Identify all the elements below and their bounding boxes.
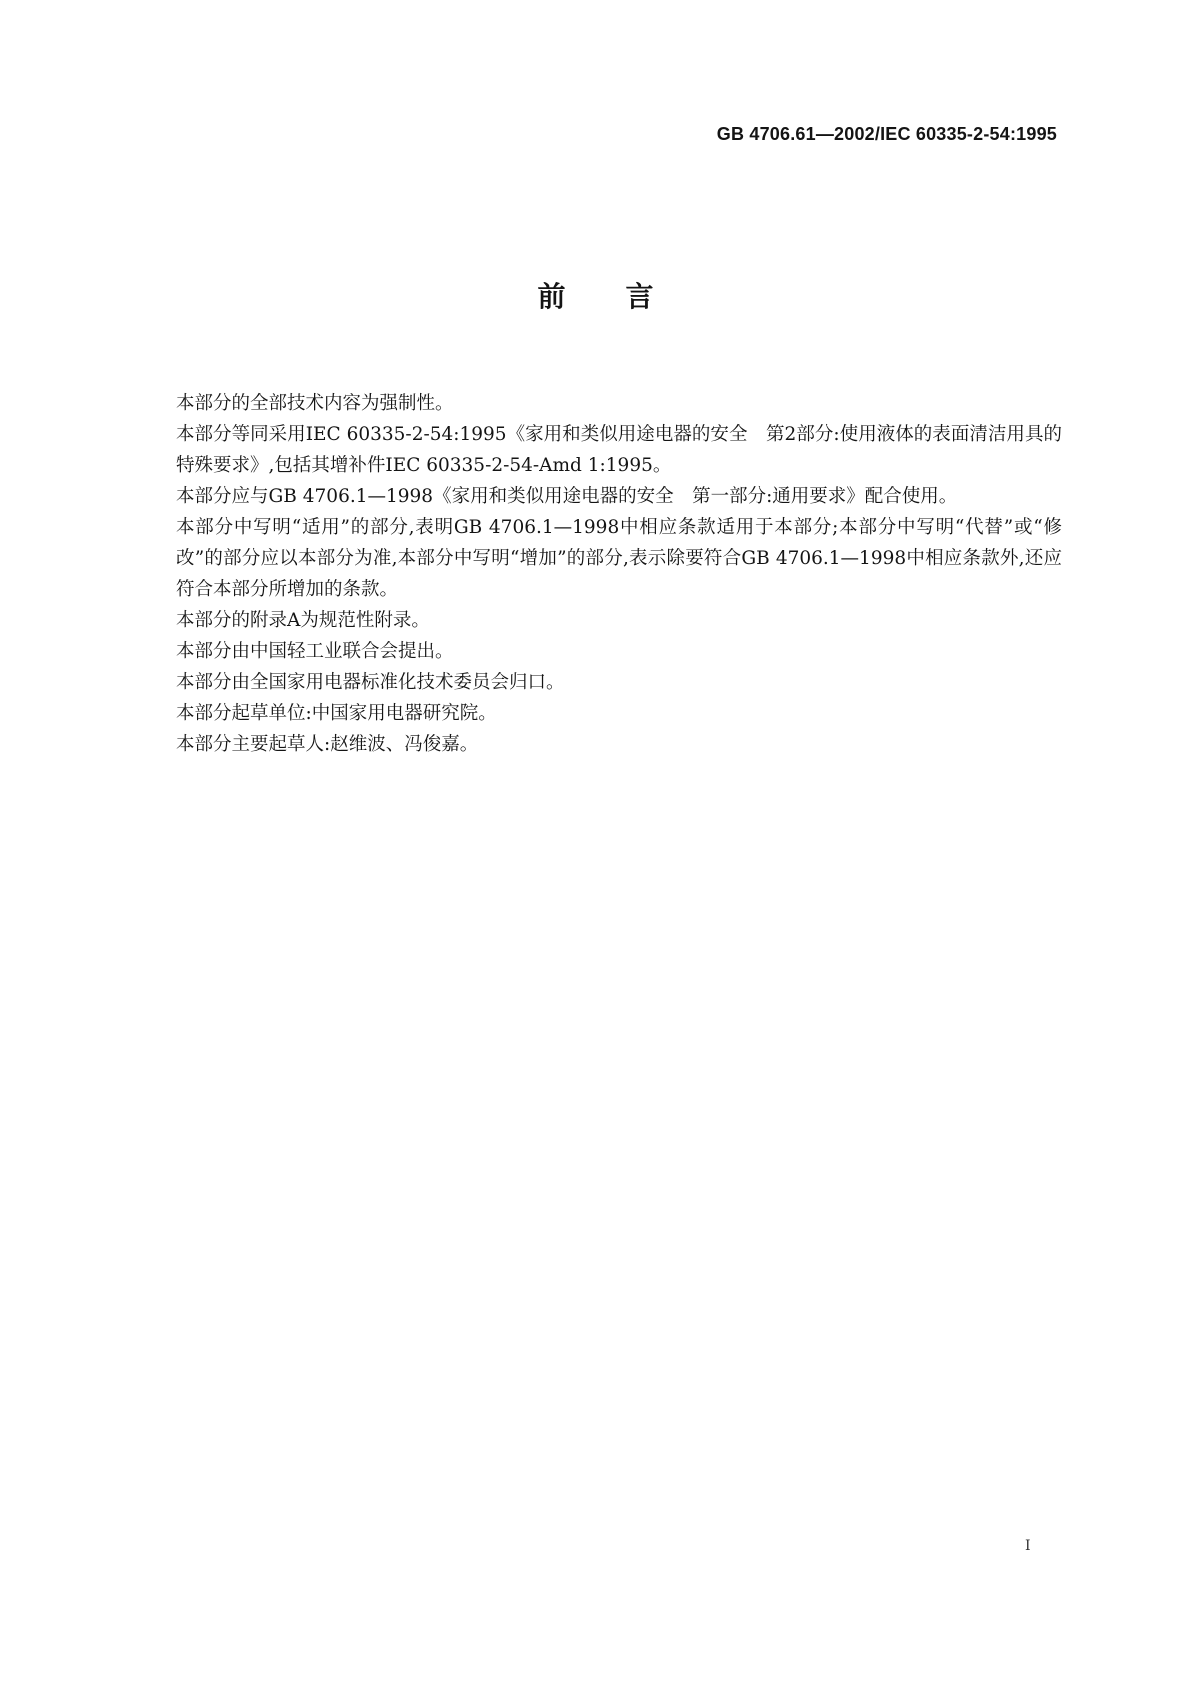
paragraph: 本部分起草单位:中国家用电器研究院。 — [176, 703, 497, 724]
paragraph: 本部分中写明“适用”的部分,表明GB 4706.1—1998中相应条款适用于本部分;本部分中写明“代替”或“修改”的部分应以本部分为准,本部分中写明“增加”的部分,表示除要符合GB 4706.1—1998中相应条款外,还应符合本部分所增加的条款。 — [176, 517, 1062, 600]
standard-code: GB 4706.61—2002/IEC 60335-2-54:1995 — [716, 124, 1057, 144]
paragraph: 本部分的全部技术内容为强制性。 — [176, 393, 454, 414]
paragraph: 本部分由中国轻工业联合会提出。 — [176, 641, 454, 662]
page-number: I — [1025, 1538, 1031, 1554]
paragraph: 本部分的附录A为规范性附录。 — [176, 610, 430, 631]
paragraph: 本部分应与GB 4706.1—1998《家用和类似用途电器的安全 第一部分:通用要求》配合使用。 — [176, 486, 958, 507]
paragraph: 本部分主要起草人:赵维波、冯俊嘉。 — [176, 734, 479, 755]
paragraph: 本部分等同采用IEC 60335-2-54:1995《家用和类似用途电器的安全 第2部分:使用液体的表面清洁用具的特殊要求》,包括其增补件IEC 60335-2-54-Amd 1:1995。 — [176, 424, 1062, 476]
page-title: 前言 — [537, 280, 714, 313]
preface-body — [176, 388, 1062, 760]
paragraph: 本部分由全国家用电器标准化技术委员会归口。 — [176, 672, 565, 693]
